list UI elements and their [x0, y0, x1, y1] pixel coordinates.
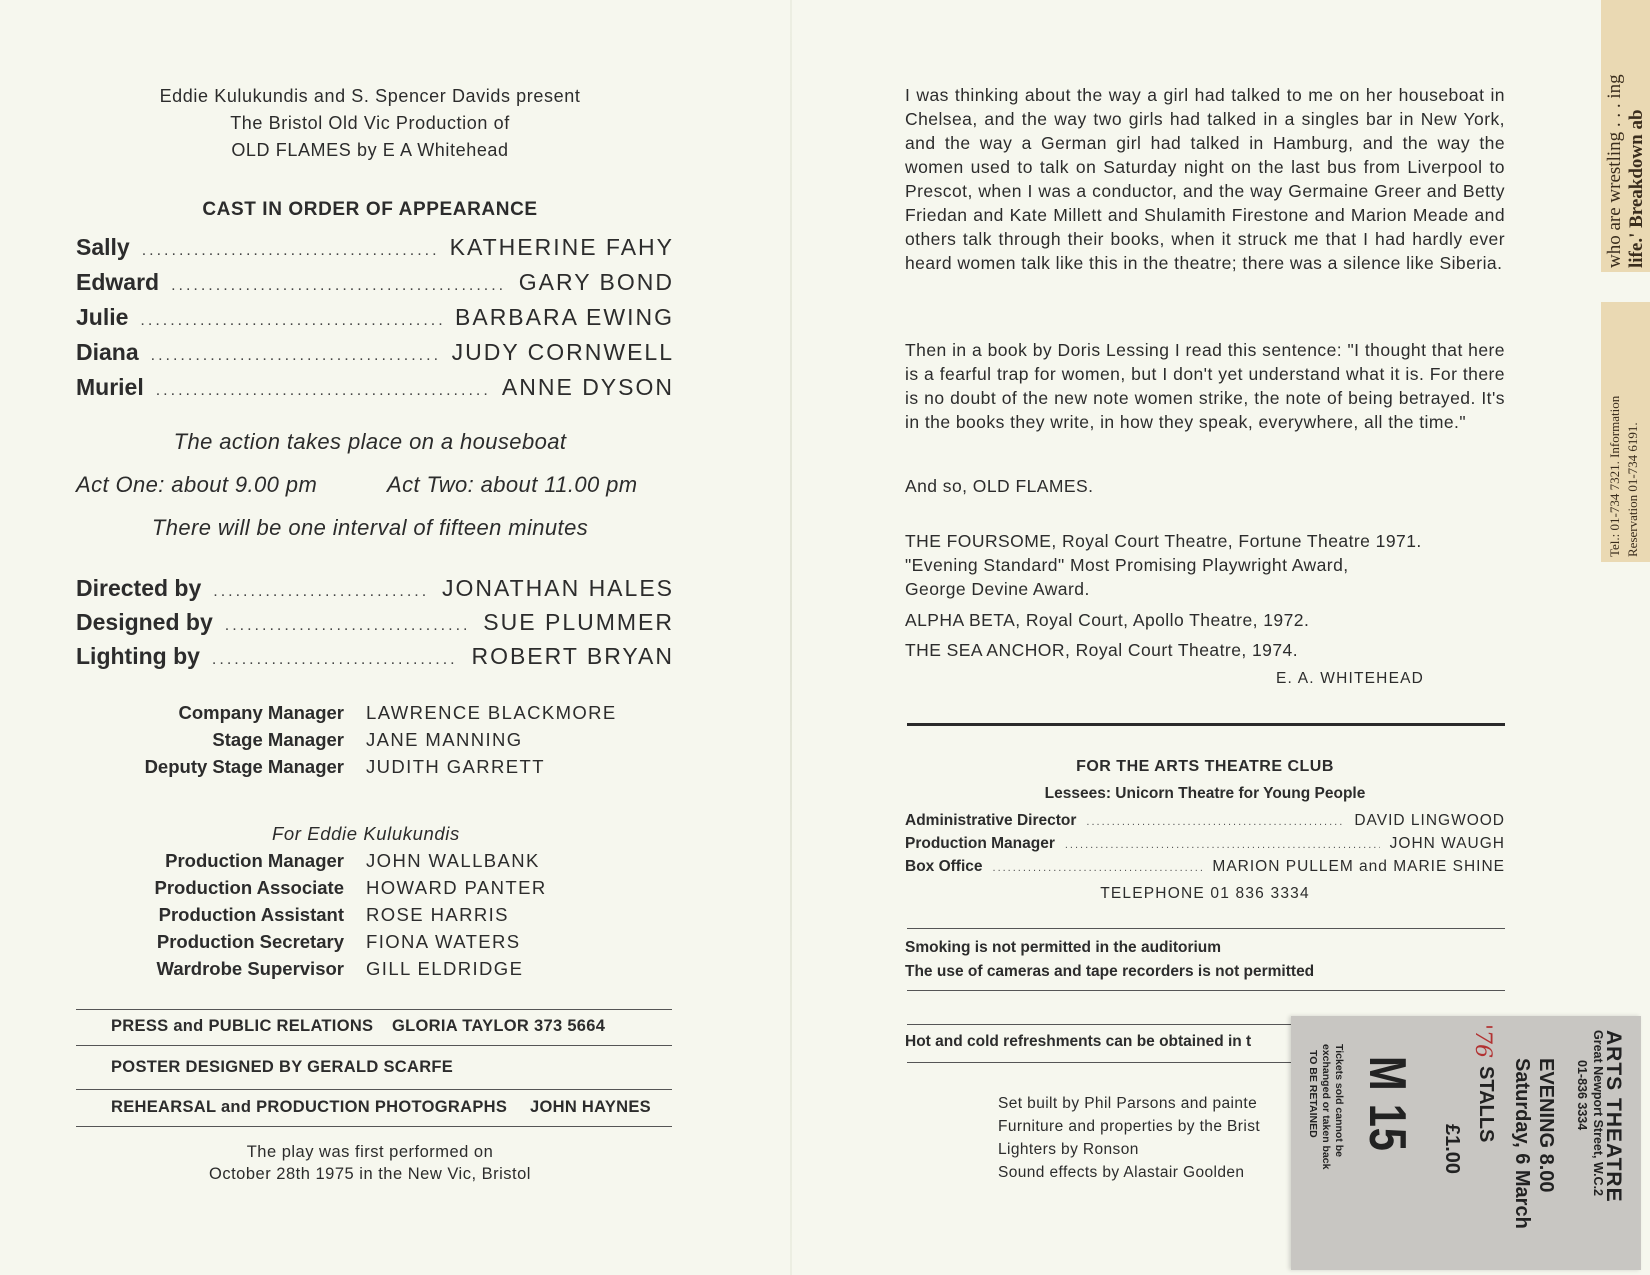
- creative-name: JONATHAN HALES: [441, 575, 674, 601]
- work-alpha-beta: ALPHA BETA, Royal Court, Apollo Theatre, 1972.: [905, 610, 1310, 630]
- staff-row: [80, 931, 547, 958]
- setting-place: The action takes place on a houseboat: [173, 429, 567, 454]
- author-signature: E. A. WHITEHEAD: [1276, 670, 1425, 687]
- staff-label: Wardrobe Supervisor: [156, 958, 344, 979]
- ticket-performance: EVENING 8.00: [1535, 1058, 1557, 1193]
- staff-label: Production Associate: [154, 877, 344, 898]
- producer-team-list: [80, 850, 547, 985]
- cast-actor: GARY BOND: [518, 269, 674, 295]
- ticket-theatre: ARTS THEATRE: [1602, 1030, 1625, 1203]
- leader-dots: [1086, 816, 1344, 828]
- clipping-text: who are wrestling . . . ing: [1604, 74, 1625, 268]
- divider: [76, 1126, 672, 1127]
- staff-label: Production Assistant: [158, 904, 344, 925]
- set-credit-4: Sound effects by Alastair Goolden: [998, 1164, 1245, 1181]
- divider: [907, 990, 1505, 991]
- cast-actor: ANNE DYSON: [501, 374, 674, 400]
- club-row: [905, 835, 1505, 858]
- set-credit-3: Lighters by Ronson: [998, 1141, 1139, 1158]
- staff-name: JOHN WALLBANK: [366, 850, 540, 871]
- cast-row: [76, 234, 674, 266]
- staff-name: JANE MANNING: [366, 729, 523, 750]
- staff-row: [80, 850, 547, 877]
- newspaper-clipping-top: [1601, 0, 1650, 272]
- club-value: MARION PULLEM and MARIE SHINE: [1212, 858, 1505, 875]
- divider: [907, 928, 1505, 929]
- cast-role: Diana: [76, 339, 139, 365]
- press-value: GLORIA TAYLOR 373 5664: [392, 1017, 606, 1035]
- creative-role: Lighting by: [76, 643, 200, 669]
- clipping-text: life.' Breakdown ab: [1626, 109, 1647, 268]
- smoking-notice: Smoking is not permitted in the auditorium: [905, 939, 1222, 956]
- intro-line-2: The Bristol Old Vic Production of: [230, 113, 510, 133]
- ticket-year-handwritten: '76: [1470, 1024, 1495, 1059]
- club-row: [905, 812, 1505, 835]
- ticket-price: £1.00: [1441, 1124, 1463, 1175]
- staff-row: [80, 702, 617, 729]
- staff-row: [80, 904, 547, 931]
- club-heading: FOR THE ARTS THEATRE CLUB: [1076, 758, 1334, 775]
- ticket-section: STALLS: [1475, 1066, 1497, 1143]
- cast-role: Edward: [76, 269, 160, 295]
- divider: [76, 1045, 672, 1046]
- leader-dots: [151, 347, 440, 365]
- club-row: [905, 858, 1505, 881]
- staff-label: Production Secretary: [156, 931, 344, 952]
- press-label: PRESS and PUBLIC RELATIONS: [111, 1017, 374, 1035]
- club-value: JOHN WAUGH: [1389, 835, 1505, 852]
- staff-row: [80, 877, 547, 904]
- divider: [76, 1009, 672, 1010]
- clipping-text: Tel.: 01-734 7321. Information: [1607, 395, 1622, 557]
- staff-row: [80, 756, 617, 783]
- cast-role: Sally: [76, 234, 130, 260]
- photos-label: REHEARSAL and PRODUCTION PHOTOGRAPHS: [111, 1098, 508, 1116]
- author-note-paragraph-1: I was thinking about the way a girl had talked to me on her houseboat in Chelsea, and the way two girls had talked in a singles bar in New York, and the way a German girl had talked in Hamburg, and the way the women used to talk on Saturday night on the last bus from Liverpool to Prescot, when I was a conductor, and the way Germaine Greer and Betty Friedan and Kate Millett and Shulamith Firestone and Marion Meade and others talk through their books, when it struck me that I had hardly ever heard women talk like this in the theatre; there was a silence like Siberia.: [905, 85, 1505, 273]
- cast-actor: BARBARA EWING: [455, 304, 674, 330]
- leader-dots: [142, 242, 438, 260]
- refreshments-notice: Hot and cold refreshments can be obtained in t: [905, 1033, 1252, 1050]
- leader-dots: [1065, 839, 1380, 851]
- leader-dots: [156, 382, 490, 400]
- club-lessees: Lessees: Unicorn Theatre for Young People: [1044, 785, 1366, 802]
- staff-row: [80, 729, 617, 756]
- club-value: DAVID LINGWOOD: [1354, 812, 1505, 829]
- poster-credit: POSTER DESIGNED BY GERALD SCARFE: [111, 1058, 454, 1076]
- cast-role: Muriel: [76, 374, 144, 400]
- club-label: Administrative Director: [905, 812, 1077, 829]
- intro-line-1: Eddie Kulukundis and S. Spencer Davids present: [159, 86, 581, 106]
- ticket-terms: TO BE RETAINED: [1307, 1050, 1319, 1138]
- intro-line-3: OLD FLAMES by E A Whitehead: [231, 140, 509, 160]
- staff-name: GILL ELDRIDGE: [366, 958, 524, 979]
- leader-dots: [213, 583, 430, 601]
- club-label: Box Office: [905, 858, 983, 875]
- creative-name: ROBERT BRYAN: [471, 643, 674, 669]
- staff-name: LAWRENCE BLACKMORE: [366, 702, 617, 723]
- creative-row: [76, 575, 674, 607]
- clipping-text: Reservation 01-734 6191.: [1625, 422, 1640, 557]
- creative-role: Directed by: [76, 575, 202, 601]
- club-telephone: TELEPHONE 01 836 3334: [1100, 885, 1310, 902]
- cast-role: Julie: [76, 304, 129, 330]
- admission-ticket: [1291, 1016, 1641, 1270]
- newspaper-clipping-bottom: [1601, 302, 1650, 562]
- set-credit-2: Furniture and properties by the Brist: [998, 1118, 1261, 1135]
- cast-actor: KATHERINE FAHY: [449, 234, 674, 260]
- staff-label: Company Manager: [178, 702, 344, 723]
- staff-name: FIONA WATERS: [366, 931, 521, 952]
- producer-team-heading: For Eddie Kulukundis: [272, 823, 460, 844]
- leader-dots: [140, 312, 443, 330]
- staff-name: HOWARD PANTER: [366, 877, 547, 898]
- author-note-paragraph-2: Then in a book by Doris Lessing I read this sentence: "I thought that here is a fearful trap for women, but I don't yet understand what it is. For there is no doubt of the new note women strike, the note of being betrayed. It's in the books they write, in how they speak, everywhere, all the time.": [905, 340, 1505, 432]
- first-performed-2: October 28th 1975 in the New Vic, Bristol: [209, 1165, 531, 1183]
- cast-row: [76, 339, 674, 371]
- thick-divider: [907, 723, 1505, 726]
- creative-name: SUE PLUMMER: [483, 609, 674, 635]
- leader-dots: [212, 651, 460, 669]
- management-list: [80, 702, 617, 783]
- divider: [76, 1089, 672, 1090]
- ticket-terms: Tickets sold cannot be: [1333, 1044, 1345, 1158]
- act-two-time: Act Two: about 11.00 pm: [387, 472, 638, 497]
- work-foursome-2: "Evening Standard" Most Promising Playwright Award,: [905, 555, 1349, 575]
- ticket-seat: M 15: [1358, 1056, 1416, 1152]
- staff-label: Deputy Stage Manager: [144, 756, 344, 777]
- ticket-date: Saturday, 6 March: [1511, 1058, 1533, 1229]
- divider: [907, 1062, 1291, 1063]
- leader-dots: [225, 617, 472, 635]
- interval-note: There will be one interval of fifteen minutes: [151, 515, 589, 540]
- creative-row: [76, 609, 674, 641]
- leader-dots: [171, 277, 507, 295]
- page-fold: [790, 0, 792, 1275]
- cameras-notice: The use of cameras and tape recorders is not permitted: [905, 963, 1315, 980]
- staff-name: JUDITH GARRETT: [366, 756, 545, 777]
- ticket-address: Great Newport Street, W.C.2: [1591, 1030, 1605, 1197]
- cast-row: [76, 269, 674, 301]
- leader-dots: [993, 862, 1203, 874]
- cast-heading: CAST IN ORDER OF APPEARANCE: [202, 199, 538, 220]
- staff-row: [80, 958, 547, 985]
- set-credit-1: Set built by Phil Parsons and painte: [998, 1095, 1258, 1112]
- cast-row: [76, 304, 674, 336]
- act-one-time: Act One: about 9.00 pm: [76, 472, 318, 497]
- cast-actor: JUDY CORNWELL: [451, 339, 674, 365]
- first-performed-1: The play was first performed on: [246, 1143, 494, 1161]
- cast-row: [76, 374, 674, 406]
- author-note-paragraph-3: And so, OLD FLAMES.: [905, 476, 1094, 496]
- creative-row: [76, 643, 674, 675]
- club-label: Production Manager: [905, 835, 1055, 852]
- photos-value: JOHN HAYNES: [530, 1098, 651, 1116]
- staff-label: Production Manager: [165, 850, 344, 871]
- work-foursome-1: THE FOURSOME, Royal Court Theatre, Fortune Theatre 1971.: [905, 531, 1422, 551]
- ticket-phone: 01-836 3334: [1575, 1060, 1589, 1131]
- staff-label: Stage Manager: [212, 729, 344, 750]
- work-sea-anchor: THE SEA ANCHOR, Royal Court Theatre, 1974.: [905, 640, 1299, 660]
- work-foursome-3: George Devine Award.: [905, 579, 1090, 599]
- ticket-terms: exchanged or taken back: [1320, 1044, 1332, 1170]
- divider: [907, 1024, 1291, 1025]
- creative-role: Designed by: [76, 609, 213, 635]
- staff-name: ROSE HARRIS: [366, 904, 509, 925]
